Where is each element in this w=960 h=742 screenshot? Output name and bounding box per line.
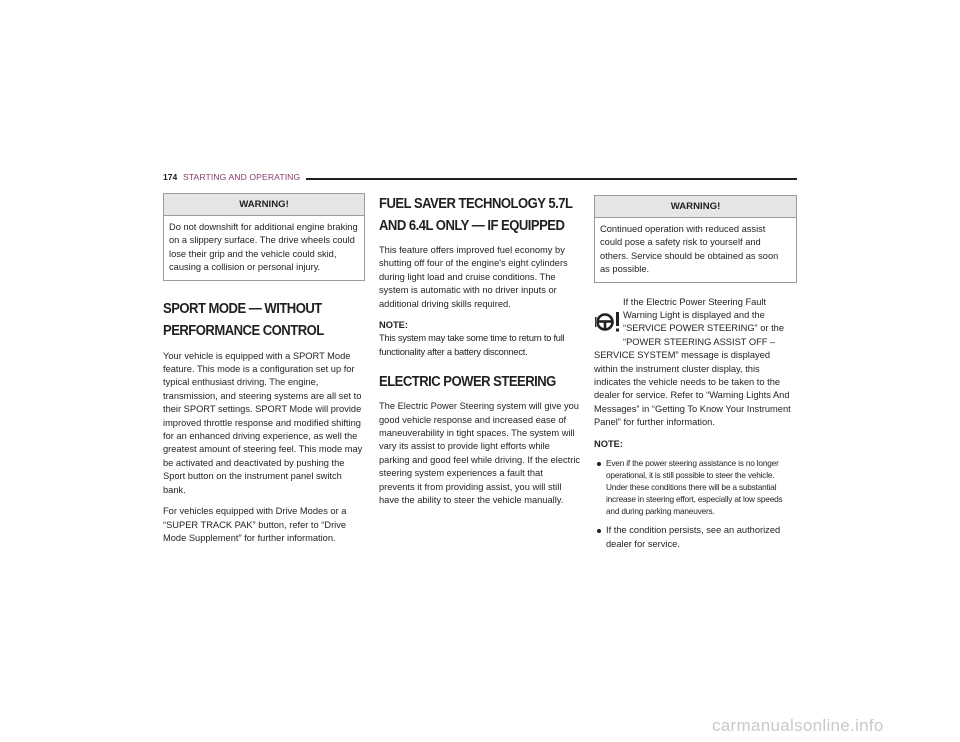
warning-title: WARNING! — [595, 196, 796, 218]
note-label: NOTE: — [379, 320, 408, 331]
column-right — [594, 193, 796, 551]
list-item: If the condition persists, see an authorized dealer for service. — [594, 524, 796, 551]
page-header — [163, 172, 797, 186]
bullet-icon — [597, 529, 601, 533]
sport-mode-heading: SPORT MODE — WITHOUT PERFORMANCE CONTROL — [163, 299, 324, 339]
sport-mode-paragraph: Your vehicle is equipped with a SPORT Mode feature. This mode is a configuration set up for typical enthusiast driving. The engine, transmission, and steering systems are all set to their SPORT settings. SPORT Mode will provide improved throttle response and modified shifting for an enhanced driving experience, as well the greatest amount of steering feel. This mode may be activated and deactivated by pushing the Sport button on the instrument panel switch bank. — [163, 350, 363, 495]
fuel-saver-heading: FUEL SAVER TECHNOLOGY 5.7L AND 6.4L ONLY — IF EQUIPPED — [379, 195, 573, 234]
note-label: NOTE: — [594, 438, 623, 449]
drive-mode-paragraph: For vehicles equipped with Drive Modes or a “SUPER TRACK PAK” button, refer to “Drive Mode Supplement” for further information. — [163, 506, 347, 543]
fuel-saver-paragraph: This feature offers improved fuel economy by shutting off four of the engine's eight cylinders during light load and cruise conditions. The system is automatic with no driver inputs or additional driving skills required. — [379, 245, 568, 309]
page-number: 174 — [163, 172, 178, 182]
eps-heading: ELECTRIC POWER STEERING — [379, 373, 556, 391]
fault-paragraph: SERVICE SYSTEM” message is displayed within the instrument cluster display, this indicates the vehicle needs to be taken to the dealer for service. Refer to “Warning Lights And Messages” in “Getting To Know Your Instrument Panel” for further information. — [594, 350, 791, 428]
warning-text: Do not downshift for additional engine braking on a slippery surface. The drive wheels could lose their grip and the vehicle could skid, causing a collision or personal injury. — [169, 222, 358, 273]
fault-light-block — [594, 296, 796, 430]
watermark: carmanualsonline.info — [712, 716, 884, 735]
eps-paragraph: The Electric Power Steering system will give you good vehicle response and increased ease of maneuverability in tight spaces. The system will vary its assist to provide light efforts while parking and good feel while driving. If the electric steering system experiences a fault that prevents it from providing assist, you will still have the ability to steer the vehicle manually. — [379, 401, 581, 506]
note-list — [594, 457, 796, 551]
column-middle — [379, 193, 581, 508]
warning-title: WARNING! — [164, 194, 364, 216]
note-text: This system may take some time to return to full functionality after a battery disconnect. — [379, 333, 565, 357]
column-left — [163, 193, 365, 545]
power-steering-warning-icon — [595, 310, 621, 334]
bullet-icon — [597, 462, 601, 466]
header-rule — [306, 178, 797, 180]
list-item: Even if the power steering assistance is no longer operational, it is still possible to steer the vehicle. Under these conditions there will be a substantial increase in steering effort, especially at low speeds and during parking maneuvers. — [594, 457, 796, 517]
warning-box — [594, 195, 797, 283]
fault-paragraph-indented: If the Electric Power Steering Fault Warning Light is displayed and the “SERVICE POWER STEERING” or the “POWER STEERING ASSIST OFF – — [623, 296, 785, 347]
section-title: STARTING AND OPERATING — [183, 172, 301, 182]
warning-text: Continued operation with reduced assist could pose a safety risk to yourself and others. Service should be obtained as soon as possible. — [600, 224, 779, 275]
warning-box — [163, 193, 365, 281]
